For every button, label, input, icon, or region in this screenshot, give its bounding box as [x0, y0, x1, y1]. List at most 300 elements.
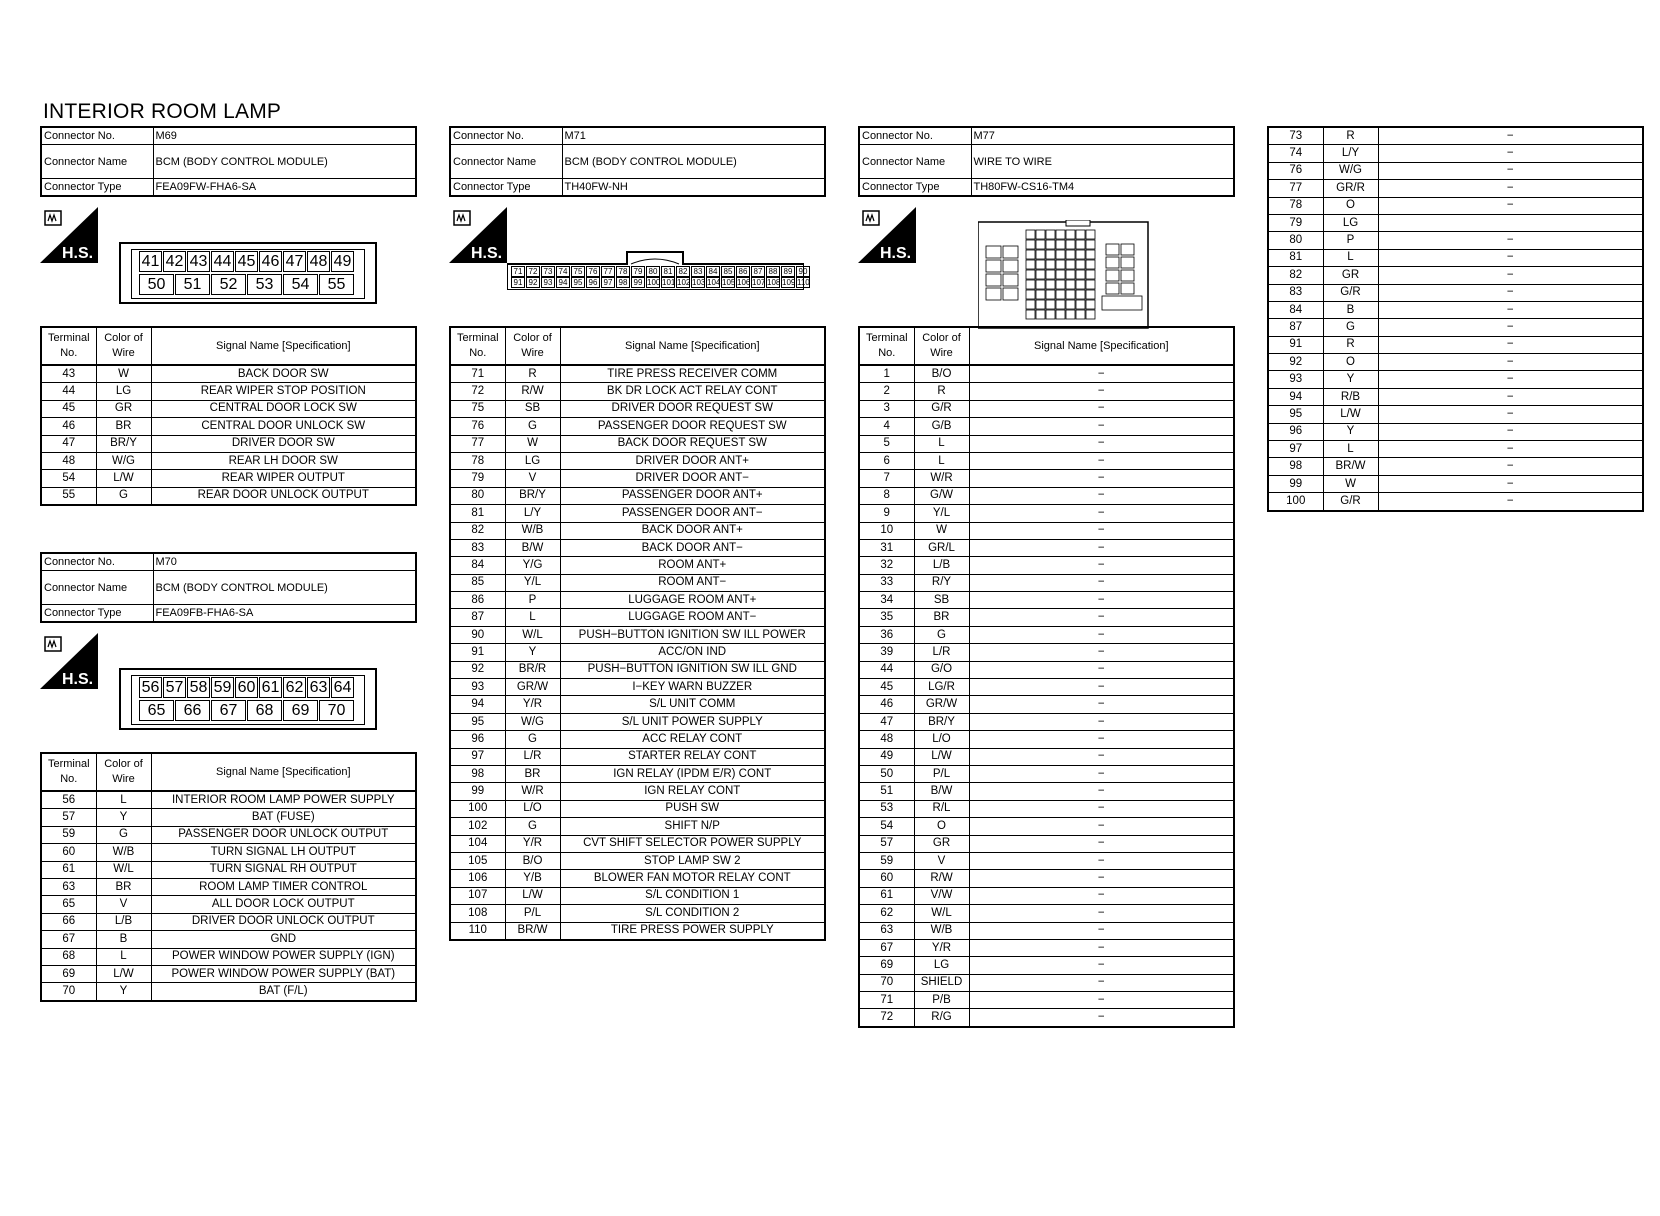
terminal-no-cell: 98 [1268, 458, 1323, 475]
signal-name-cell: BK DR LOCK ACT RELAY CONT [560, 383, 825, 400]
wire-color-cell: Y/L [505, 574, 560, 591]
terminal-no-cell: 46 [41, 418, 96, 435]
terminal-no-cell: 87 [1268, 319, 1323, 336]
connector-pin: 109 [782, 278, 796, 287]
connector-pin: 87 [751, 266, 765, 277]
terminal-no-cell: 93 [450, 679, 505, 696]
signal-name-cell: BACK DOOR REQUEST SW [560, 435, 825, 452]
connector-info-table [40, 126, 417, 197]
connector-name-label: Connector Name [41, 145, 153, 179]
table-row [41, 365, 416, 383]
terminal-no-cell: 92 [450, 661, 505, 678]
wire-color-cell: G [505, 818, 560, 835]
wire-color-cell: W/B [96, 844, 151, 861]
signal-name-cell: REAR WIPER OUTPUT [151, 470, 416, 487]
signal-name-header: Signal Name [Specification] [969, 327, 1234, 365]
table-row [859, 818, 1234, 835]
connector-pin: 77 [601, 266, 615, 277]
table-row [450, 870, 825, 887]
terminal-no-cell: 78 [1268, 197, 1323, 214]
wire-color-cell: W/L [96, 861, 151, 878]
wire-color-cell: L [96, 948, 151, 965]
signal-name-cell: S/L UNIT POWER SUPPLY [560, 713, 825, 730]
terminal-no-cell: 71 [859, 992, 914, 1009]
table-row [41, 809, 416, 826]
table-row [450, 905, 825, 922]
connector-pin: 94 [556, 277, 570, 288]
connector-pin: 47 [283, 251, 306, 272]
connector-pin: 57 [163, 677, 186, 698]
wire-color-cell: BR/W [1323, 458, 1378, 475]
signal-name-cell: − [969, 783, 1234, 800]
connector-name-value: BCM (BODY CONTROL MODULE) [153, 145, 416, 179]
connector-pin: 86 [736, 266, 750, 277]
table-row [450, 783, 825, 800]
table-row [450, 626, 825, 643]
signal-name-cell: TIRE PRESS POWER SUPPLY [560, 922, 825, 940]
terminal-no-cell: 70 [41, 983, 96, 1001]
table-row [859, 626, 1234, 643]
signal-name-cell: − [969, 626, 1234, 643]
signal-name-cell: BLOWER FAN MOTOR RELAY CONT [560, 870, 825, 887]
signal-name-cell: DRIVER DOOR UNLOCK OUTPUT [151, 913, 416, 930]
signal-name-cell: BAT (FUSE) [151, 809, 416, 826]
signal-name-cell: − [1378, 249, 1643, 266]
table-row [1268, 249, 1643, 266]
table-row [859, 713, 1234, 730]
connector-pin: 80 [646, 266, 660, 277]
terminal-no-cell: 75 [450, 400, 505, 417]
connector-pin: 67 [211, 700, 246, 721]
signal-name-cell: DRIVER DOOR SW [151, 435, 416, 452]
table-row [450, 818, 825, 835]
table-row [450, 365, 825, 383]
table-row [450, 852, 825, 869]
wire-color-cell: L [914, 435, 969, 452]
signal-name-cell: − [1378, 371, 1643, 388]
color-of-wire-header: Color of Wire [505, 327, 560, 365]
wire-color-cell: GR/W [914, 696, 969, 713]
connector-pin: 63 [307, 677, 330, 698]
wire-color-cell: R/W [505, 383, 560, 400]
table-row [859, 905, 1234, 922]
table-row [450, 452, 825, 469]
connector-m77-block [858, 126, 1235, 1028]
terminal-no-cell: 81 [450, 505, 505, 522]
terminal-no-cell: 104 [450, 835, 505, 852]
wire-color-cell: L/W [505, 887, 560, 904]
terminal-no-header: Terminal No. [450, 327, 505, 365]
connector-pin: 78 [616, 266, 630, 277]
wire-color-cell: GR/R [1323, 180, 1378, 197]
table-row [1268, 388, 1643, 405]
wire-color-cell: Y [1323, 423, 1378, 440]
connector-m77-continued-block [1267, 126, 1644, 512]
terminal-no-cell: 81 [1268, 249, 1323, 266]
connector-pin: 44 [211, 251, 234, 272]
signal-name-cell: TIRE PRESS RECEIVER COMM [560, 365, 825, 383]
signal-name-cell: − [969, 487, 1234, 504]
harness-side-icon [449, 207, 507, 263]
wire-color-cell: G/R [1323, 493, 1378, 511]
table-row [859, 505, 1234, 522]
wire-color-cell: W [96, 365, 151, 383]
terminal-no-cell: 106 [450, 870, 505, 887]
signal-name-cell: − [1378, 493, 1643, 511]
table-row [450, 400, 825, 417]
wire-color-cell: GR/L [914, 539, 969, 556]
signal-name-cell: − [1378, 284, 1643, 301]
connector-name-label: Connector Name [450, 145, 562, 179]
connector-pin: 74 [556, 266, 570, 277]
signal-name-cell: − [969, 835, 1234, 852]
table-row [41, 913, 416, 930]
signal-name-cell: BACK DOOR ANT− [560, 539, 825, 556]
signal-name-cell: PUSH−BUTTON IGNITION SW ILL GND [560, 661, 825, 678]
connector-pin: 60 [235, 677, 258, 698]
wire-color-cell: G/B [914, 418, 969, 435]
terminal-no-cell: 73 [1268, 127, 1323, 145]
connector-pin: 62 [283, 677, 306, 698]
table-row [1268, 475, 1643, 492]
wire-color-cell: R [914, 383, 969, 400]
svg-text:H.S.: H.S. [62, 671, 94, 688]
signal-name-cell: − [969, 905, 1234, 922]
terminal-no-cell: 33 [859, 574, 914, 591]
table-row [859, 679, 1234, 696]
terminal-no-cell: 61 [859, 887, 914, 904]
wire-color-cell: R [1323, 336, 1378, 353]
terminal-no-cell: 68 [41, 948, 96, 965]
table-row [1268, 284, 1643, 301]
wire-color-cell: SHIELD [914, 974, 969, 991]
svg-text:H.S.: H.S. [471, 245, 503, 262]
terminal-no-cell: 83 [1268, 284, 1323, 301]
connector-no-value: M77 [971, 127, 1234, 145]
connector-pin: 103 [692, 278, 706, 287]
signal-name-cell: INTERIOR ROOM LAMP POWER SUPPLY [151, 791, 416, 809]
wire-color-cell: R/L [914, 800, 969, 817]
connector-pin: 88 [766, 266, 780, 277]
signal-name-cell: − [969, 609, 1234, 626]
wire-color-cell: R [505, 365, 560, 383]
signal-name-cell: − [1378, 301, 1643, 318]
signal-name-cell: − [969, 592, 1234, 609]
signal-name-cell: ROOM LAMP TIMER CONTROL [151, 878, 416, 895]
connector-type-label: Connector Type [450, 179, 562, 197]
signal-name-cell: − [969, 522, 1234, 539]
table-row [859, 887, 1234, 904]
signal-name-cell: − [1378, 336, 1643, 353]
wire-color-cell: L/W [96, 965, 151, 982]
table-row [859, 661, 1234, 678]
connector-pin: 92 [526, 277, 540, 288]
connector-pin: 93 [541, 277, 555, 288]
terminal-no-cell: 60 [859, 870, 914, 887]
terminal-table-m77 [858, 326, 1235, 1028]
signal-name-cell: − [969, 574, 1234, 591]
wire-color-cell: BR/Y [914, 713, 969, 730]
terminal-no-cell: 76 [450, 418, 505, 435]
table-row [450, 713, 825, 730]
connector-pin: 52 [211, 274, 246, 295]
wire-color-cell: G [1323, 319, 1378, 336]
signal-name-cell: − [1378, 458, 1643, 475]
wire-color-cell: BR [914, 609, 969, 626]
connector-pin: 73 [541, 266, 555, 277]
signal-name-cell: PASSENGER DOOR REQUEST SW [560, 418, 825, 435]
signal-name-cell: BACK DOOR SW [151, 365, 416, 383]
terminal-no-cell: 43 [41, 365, 96, 383]
table-row [859, 765, 1234, 782]
wire-color-cell: L/R [914, 644, 969, 661]
signal-name-cell: − [969, 974, 1234, 991]
terminal-no-cell: 56 [41, 791, 96, 809]
signal-name-cell: − [969, 418, 1234, 435]
signal-name-cell: PASSENGER DOOR ANT− [560, 505, 825, 522]
connector-pin: 49 [331, 251, 354, 272]
table-row [859, 383, 1234, 400]
connector-pin: 71 [511, 266, 525, 277]
terminal-no-cell: 39 [859, 644, 914, 661]
signal-name-cell: − [969, 922, 1234, 939]
table-row [859, 470, 1234, 487]
signal-name-cell: TURN SIGNAL RH OUTPUT [151, 861, 416, 878]
signal-name-cell: − [969, 870, 1234, 887]
connector-pin: 58 [187, 677, 210, 698]
connector-pin: 95 [571, 277, 585, 288]
signal-name-cell: ALL DOOR LOCK OUTPUT [151, 896, 416, 913]
terminal-no-cell: 100 [1268, 493, 1323, 511]
table-row [450, 592, 825, 609]
table-row [859, 435, 1234, 452]
connector-no-value: M70 [153, 553, 416, 571]
terminal-no-cell: 44 [859, 661, 914, 678]
wire-color-cell: R/B [1323, 388, 1378, 405]
terminal-no-cell: 74 [1268, 145, 1323, 162]
connector-pin: 96 [586, 277, 600, 288]
connector-no-label: Connector No. [41, 553, 153, 571]
signal-name-cell: − [969, 505, 1234, 522]
terminal-no-cell: 99 [1268, 475, 1323, 492]
connector-pin: 56 [139, 677, 162, 698]
table-row [450, 435, 825, 452]
terminal-no-cell: 102 [450, 818, 505, 835]
table-row [450, 522, 825, 539]
wire-color-cell: B [1323, 301, 1378, 318]
terminal-no-cell: 59 [859, 852, 914, 869]
wire-color-cell: L/R [505, 748, 560, 765]
signal-name-cell: POWER WINDOW POWER SUPPLY (IGN) [151, 948, 416, 965]
signal-name-cell: − [969, 696, 1234, 713]
table-row [859, 957, 1234, 974]
connector-pin: 75 [571, 266, 585, 277]
connector-pin: 45 [235, 251, 258, 272]
signal-name-header: Signal Name [Specification] [151, 753, 416, 791]
wire-color-cell: LG [914, 957, 969, 974]
terminal-no-cell: 44 [41, 383, 96, 400]
signal-name-cell: − [969, 400, 1234, 417]
connector-no-label: Connector No. [41, 127, 153, 145]
table-row [41, 435, 416, 452]
connector-face-m70 [119, 668, 377, 730]
signal-name-cell: − [969, 992, 1234, 1009]
connector-pin: 90 [796, 266, 810, 277]
signal-name-cell: POWER WINDOW POWER SUPPLY (BAT) [151, 965, 416, 982]
wire-color-cell: B/O [914, 365, 969, 383]
signal-name-cell: − [969, 939, 1234, 956]
terminal-no-cell: 53 [859, 800, 914, 817]
terminal-no-cell: 63 [41, 878, 96, 895]
table-row [1268, 301, 1643, 318]
wire-color-cell: V [914, 852, 969, 869]
connector-name-value: BCM (BODY CONTROL MODULE) [153, 571, 416, 605]
terminal-no-cell: 32 [859, 557, 914, 574]
signal-name-cell: I−KEY WARN BUZZER [560, 679, 825, 696]
terminal-no-cell: 49 [859, 748, 914, 765]
wire-color-cell: G/R [914, 400, 969, 417]
connector-pin: 79 [631, 266, 645, 277]
terminal-no-header: Terminal No. [41, 753, 96, 791]
signal-name-cell: − [969, 661, 1234, 678]
terminal-no-cell: 78 [450, 452, 505, 469]
connector-pin: 110 [797, 278, 810, 287]
signal-name-cell: S/L CONDITION 1 [560, 887, 825, 904]
terminal-no-cell: 97 [450, 748, 505, 765]
table-row [859, 800, 1234, 817]
wire-color-cell: W/G [505, 713, 560, 730]
table-row [41, 896, 416, 913]
connector-pin: 64 [331, 677, 354, 698]
terminal-no-cell: 80 [1268, 232, 1323, 249]
terminal-no-cell: 94 [450, 696, 505, 713]
terminal-no-cell: 77 [450, 435, 505, 452]
wire-color-cell: W/B [505, 522, 560, 539]
connector-pin: 55 [319, 274, 354, 295]
signal-name-cell: − [969, 539, 1234, 556]
wire-color-cell: BR [96, 418, 151, 435]
wire-color-cell: L [914, 452, 969, 469]
wire-color-cell: GR [1323, 267, 1378, 284]
signal-name-cell: REAR DOOR UNLOCK OUTPUT [151, 487, 416, 505]
signal-name-cell: ROOM ANT− [560, 574, 825, 591]
table-row [859, 852, 1234, 869]
wire-color-cell: SB [505, 400, 560, 417]
wire-color-cell: B/W [914, 783, 969, 800]
signal-name-cell: PASSENGER DOOR UNLOCK OUTPUT [151, 826, 416, 843]
terminal-no-cell: 47 [41, 435, 96, 452]
wire-color-cell: P/L [914, 765, 969, 782]
terminal-no-cell: 9 [859, 505, 914, 522]
terminal-no-cell: 10 [859, 522, 914, 539]
signal-name-cell: − [969, 748, 1234, 765]
table-row [859, 783, 1234, 800]
signal-name-cell: STARTER RELAY CONT [560, 748, 825, 765]
table-row [41, 948, 416, 965]
signal-name-cell: PUSH−BUTTON IGNITION SW ILL POWER [560, 626, 825, 643]
terminal-no-cell: 57 [859, 835, 914, 852]
wire-color-cell: L [1323, 249, 1378, 266]
table-row [859, 696, 1234, 713]
connector-name-label: Connector Name [859, 145, 971, 179]
signal-name-cell: − [969, 765, 1234, 782]
terminal-no-cell: 65 [41, 896, 96, 913]
signal-name-cell: − [969, 557, 1234, 574]
terminal-no-cell: 67 [41, 931, 96, 948]
terminal-no-cell: 91 [450, 644, 505, 661]
table-row [1268, 127, 1643, 145]
connector-face-m69 [119, 242, 377, 304]
terminal-no-cell: 6 [859, 452, 914, 469]
terminal-no-cell: 48 [41, 452, 96, 469]
signal-name-cell: REAR WIPER STOP POSITION [151, 383, 416, 400]
wire-color-cell: BR [96, 878, 151, 895]
terminal-no-cell: 85 [450, 574, 505, 591]
wire-color-cell: BR/W [505, 922, 560, 940]
terminal-no-cell: 57 [41, 809, 96, 826]
signal-name-cell: − [969, 713, 1234, 730]
wire-color-cell: L [505, 609, 560, 626]
connector-m69-block [40, 126, 417, 506]
terminal-no-cell: 87 [450, 609, 505, 626]
terminal-no-cell: 91 [1268, 336, 1323, 353]
wire-color-cell: Y/R [505, 696, 560, 713]
wire-color-cell: G [914, 626, 969, 643]
terminal-no-cell: 3 [859, 400, 914, 417]
table-row [41, 861, 416, 878]
wire-color-cell: O [914, 818, 969, 835]
table-row [1268, 319, 1643, 336]
connector-pin: 51 [175, 274, 210, 295]
terminal-no-cell: 8 [859, 487, 914, 504]
table-row [859, 418, 1234, 435]
terminal-no-cell: 72 [859, 1009, 914, 1027]
connector-pin: 59 [211, 677, 234, 698]
connector-no-label: Connector No. [859, 127, 971, 145]
connector-pin: 46 [259, 251, 282, 272]
wire-color-cell: L/W [1323, 406, 1378, 423]
table-row [450, 748, 825, 765]
connector-type-value: FEA09FB-FHA6-SA [153, 605, 416, 623]
terminal-no-cell: 31 [859, 539, 914, 556]
table-row [41, 826, 416, 843]
terminal-no-cell: 7 [859, 470, 914, 487]
table-row [41, 418, 416, 435]
signal-name-cell: GND [151, 931, 416, 948]
wire-color-cell: B [96, 931, 151, 948]
connector-pin: 68 [247, 700, 282, 721]
wire-color-cell: W/L [505, 626, 560, 643]
color-of-wire-header: Color of Wire [914, 327, 969, 365]
terminal-no-cell: 77 [1268, 180, 1323, 197]
terminal-no-cell: 1 [859, 365, 914, 383]
terminal-no-cell: 79 [1268, 214, 1323, 231]
wire-color-cell: Y/L [914, 505, 969, 522]
table-row [450, 574, 825, 591]
wire-color-cell: P [1323, 232, 1378, 249]
color-of-wire-header: Color of Wire [96, 327, 151, 365]
connector-type-label: Connector Type [41, 605, 153, 623]
connector-pin: 70 [319, 700, 354, 721]
wire-color-cell: Y/G [505, 557, 560, 574]
connector-info-table [449, 126, 826, 197]
table-row [450, 470, 825, 487]
signal-name-cell: CENTRAL DOOR UNLOCK SW [151, 418, 416, 435]
wire-color-cell: W/R [505, 783, 560, 800]
terminal-no-cell: 36 [859, 626, 914, 643]
table-row [859, 609, 1234, 626]
connector-name-value: BCM (BODY CONTROL MODULE) [562, 145, 825, 179]
